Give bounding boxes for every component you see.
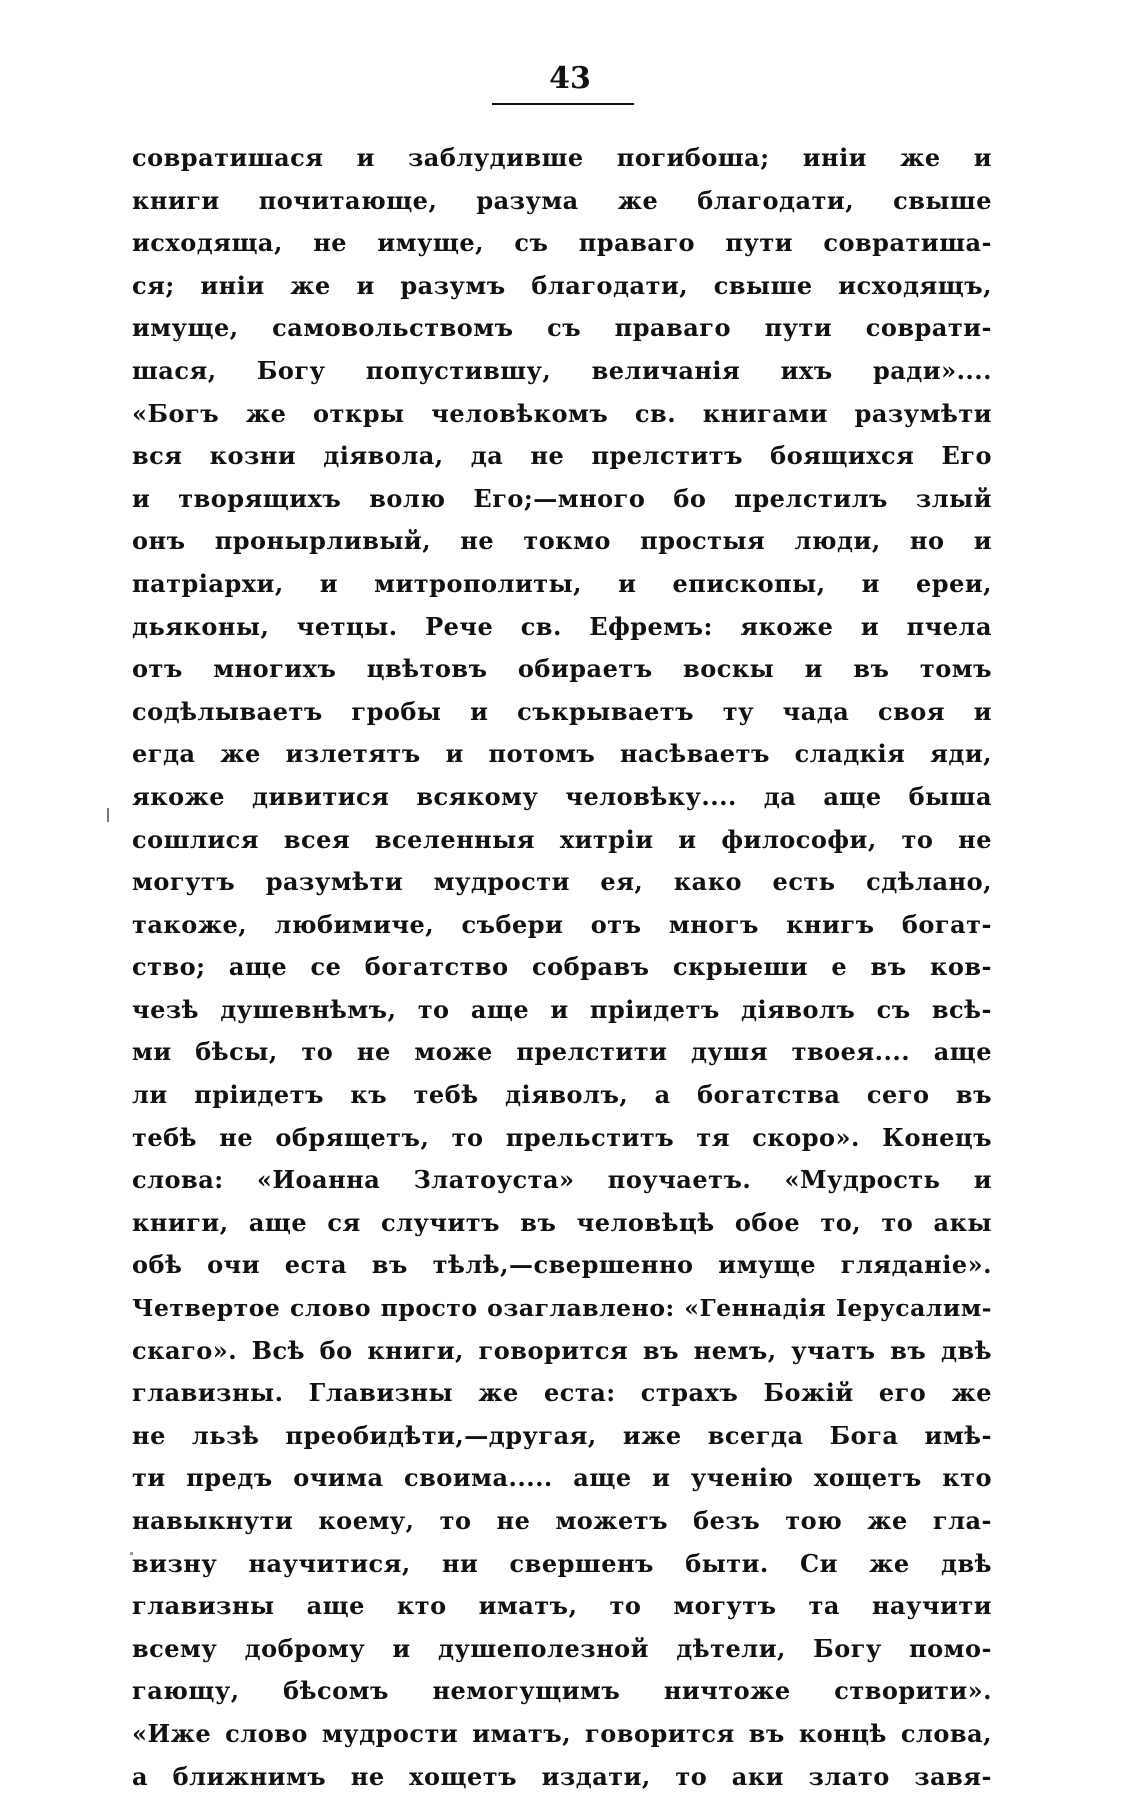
text-line: ми бѣсы, то не може прелстити душя твоея.... аще bbox=[132, 1037, 992, 1067]
text-line: тебѣ не обрящетъ, то прельститъ тя скоро». Конецъ bbox=[132, 1122, 992, 1152]
text-line: визну научитися, ни свершенъ быти. Си же двѣ bbox=[132, 1548, 992, 1578]
text-line: чезѣ душевнѣмъ, то аще и прiидетъ дiяволъ съ всѣ- bbox=[132, 994, 992, 1024]
text-line: егда же излетятъ и потомъ насѣваетъ сладкiя яди, bbox=[132, 739, 992, 769]
text-line: гающу, бѣсомъ немогущимъ ничтоже створити». bbox=[132, 1676, 992, 1706]
page-number-rule bbox=[492, 103, 634, 105]
text-line: совратишася и заблудивше погибоша; инiи же и bbox=[132, 143, 992, 172]
text-line: ся; инiи же и разумъ благодати, свыше исходящъ, bbox=[132, 270, 992, 300]
page-number: 43 bbox=[549, 61, 591, 96]
text-line: всему доброму и душеполезной дѣтели, Богу помо- bbox=[132, 1633, 992, 1663]
text-line: дьяконы, четцы. Рече св. Ефремъ: якоже и пчела bbox=[132, 611, 992, 641]
text-line: главизны аще кто иматъ, то могутъ та научити bbox=[132, 1591, 992, 1621]
text-line: «Богъ же откры человѣкомъ св. книгами разумѣти bbox=[132, 398, 992, 428]
text-line: и творящихъ волю Его;—много бо прелстилъ злый bbox=[132, 483, 992, 513]
text-line: ти предъ очима своима..... аще и ученiю хощетъ кто bbox=[132, 1463, 992, 1493]
text-line: шася, Богу попустившу, величанiя ихъ ради».... bbox=[132, 355, 992, 385]
text-line: обѣ очи еста въ тѣлѣ,—свершенно имуще гляданiе». bbox=[132, 1250, 992, 1280]
text-line: навыкнути коему, то не можетъ безъ тою же гла- bbox=[132, 1506, 992, 1535]
text-line: не льзѣ преобидѣти,—другая, иже всегда Бога имѣ- bbox=[132, 1420, 992, 1450]
text-line: якоже дивитися всякому человѣку.... да аще быша bbox=[132, 781, 992, 811]
text-line: ство; аще се богатство собравъ скрыеши е въ ков- bbox=[132, 952, 992, 982]
text-line: «Иже слово мудрости иматъ, говорится въ концѣ слова, bbox=[132, 1718, 992, 1748]
text-line: Четвертое слово просто озаглавлено: «Геннадiя Iерусалим- bbox=[132, 1294, 992, 1323]
text-line: содѣлываетъ гробы и съкрываетъ ту чада своя и bbox=[132, 696, 992, 726]
text-line: отъ многихъ цвѣтовъ обираетъ воскы и въ томъ bbox=[132, 654, 992, 684]
text-line: онъ пронырливый, не токмо простыя люди, но и bbox=[132, 526, 992, 556]
text-line: имуще, самовольствомъ съ праваго пути соврати- bbox=[132, 313, 992, 343]
text-line: книги, аще ся случитъ въ человѣцѣ обое то, то акы bbox=[132, 1207, 992, 1237]
text-line: вся козни дiявола, да не прелститъ боящихся Его bbox=[132, 441, 992, 471]
text-line: слова: «Иоанна Златоуста» поучаетъ. «Мудрость и bbox=[132, 1165, 992, 1195]
text-line: книги почитающе, разума же благодати, свыше bbox=[132, 185, 992, 215]
margin-mark bbox=[107, 808, 109, 822]
body-text bbox=[132, 137, 992, 1798]
text-line: главизны. Главизны же еста: страхъ Божiй его же bbox=[132, 1378, 992, 1408]
text-line: могутъ разумѣти мудрости ея, како есть сдѣлано, bbox=[132, 867, 992, 897]
text-line: скаго». Всѣ бо книги, говорится въ немъ, учатъ въ двѣ bbox=[132, 1335, 992, 1365]
text-line: исходяща, не имуще, съ праваго пути совратиша- bbox=[132, 228, 992, 258]
text-line: ли прiидетъ къ тебѣ дiяволъ, а богатства сего въ bbox=[132, 1080, 992, 1110]
text-line: патрiархи, и митрополиты, и епископы, и ереи, bbox=[132, 568, 992, 598]
text-line: сошлися всея вселенныя хитрiи и философи, то не bbox=[132, 824, 992, 854]
text-line: а ближнимъ не хощетъ издати, то аки злато завя- bbox=[132, 1761, 992, 1791]
text-line: такоже, любимиче, събери отъ многъ книгъ богат- bbox=[132, 909, 992, 939]
